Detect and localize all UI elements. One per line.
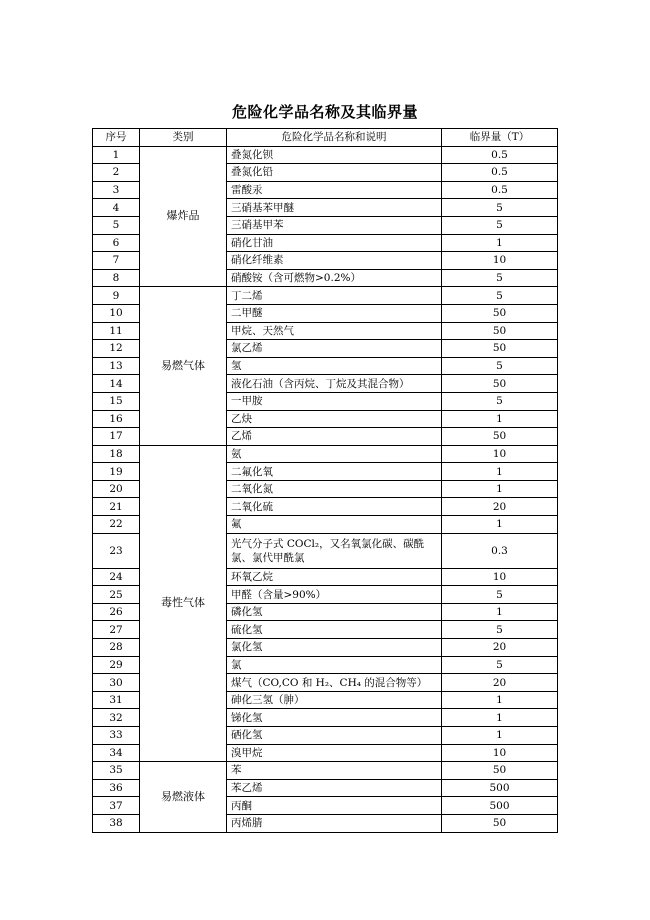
chemical-name: 叠氮化铅 xyxy=(227,164,442,182)
chemical-name: 锑化氢 xyxy=(227,709,442,727)
row-number: 21 xyxy=(93,498,140,516)
threshold-quantity: 20 xyxy=(442,674,558,692)
row-number: 6 xyxy=(93,234,140,252)
chemical-name: 二氧化硫 xyxy=(227,498,442,516)
threshold-quantity: 1 xyxy=(442,516,558,534)
threshold-quantity: 50 xyxy=(442,762,558,780)
chemical-name: 硫化氢 xyxy=(227,621,442,639)
chemical-name: 氟 xyxy=(227,516,442,534)
chemical-name: 三硝基苯甲醚 xyxy=(227,199,442,217)
row-number: 25 xyxy=(93,586,140,604)
row-number: 13 xyxy=(93,357,140,375)
row-number: 5 xyxy=(93,216,140,234)
category-cell: 易燃液体 xyxy=(140,762,227,832)
row-number: 10 xyxy=(93,304,140,322)
chemical-name: 氨 xyxy=(227,445,442,463)
chemical-name: 叠氮化钡 xyxy=(227,146,442,164)
chemical-name: 硝化纤维素 xyxy=(227,252,442,270)
row-number: 29 xyxy=(93,656,140,674)
chemical-name: 二甲醚 xyxy=(227,304,442,322)
threshold-quantity: 10 xyxy=(442,445,558,463)
chemical-name: 氯化氢 xyxy=(227,639,442,657)
threshold-quantity: 1 xyxy=(442,480,558,498)
chemical-name: 苯乙烯 xyxy=(227,779,442,797)
chemical-name: 二氧化氮 xyxy=(227,480,442,498)
category-cell: 毒性气体 xyxy=(140,445,227,762)
threshold-quantity: 1 xyxy=(442,709,558,727)
row-number: 35 xyxy=(93,762,140,780)
category-cell: 易燃气体 xyxy=(140,287,227,445)
threshold-quantity: 50 xyxy=(442,375,558,393)
header-chemical-name: 危险化学品名称和说明 xyxy=(227,129,442,147)
chemical-name: 氯乙烯 xyxy=(227,340,442,358)
chemical-name: 二氟化氧 xyxy=(227,463,442,481)
row-number: 16 xyxy=(93,410,140,428)
chemical-name: 乙炔 xyxy=(227,410,442,428)
threshold-quantity: 50 xyxy=(442,322,558,340)
chemical-name: 甲烷、天然气 xyxy=(227,322,442,340)
row-number: 33 xyxy=(93,727,140,745)
row-number: 3 xyxy=(93,181,140,199)
row-number: 23 xyxy=(93,533,140,568)
threshold-quantity: 50 xyxy=(442,428,558,446)
threshold-quantity: 5 xyxy=(442,621,558,639)
category-cell: 爆炸品 xyxy=(140,146,227,287)
threshold-quantity: 1 xyxy=(442,234,558,252)
row-number: 9 xyxy=(93,287,140,305)
row-number: 20 xyxy=(93,480,140,498)
threshold-quantity: 1 xyxy=(442,603,558,621)
row-number: 31 xyxy=(93,691,140,709)
row-number: 7 xyxy=(93,252,140,270)
chemical-name: 液化石油（含丙烷、丁烷及其混合物） xyxy=(227,375,442,393)
row-number: 14 xyxy=(93,375,140,393)
chemical-name: 乙烯 xyxy=(227,428,442,446)
row-number: 2 xyxy=(93,164,140,182)
threshold-quantity: 50 xyxy=(442,340,558,358)
row-number: 26 xyxy=(93,603,140,621)
row-number: 1 xyxy=(93,146,140,164)
chemical-name: 丙烯腈 xyxy=(227,814,442,832)
chemical-name: 磷化氢 xyxy=(227,603,442,621)
row-number: 22 xyxy=(93,516,140,534)
row-number: 15 xyxy=(93,392,140,410)
row-number: 4 xyxy=(93,199,140,217)
chemical-name: 甲醛（含量>90%） xyxy=(227,586,442,604)
chemical-name: 一甲胺 xyxy=(227,392,442,410)
threshold-quantity: 1 xyxy=(442,410,558,428)
chemical-name: 硒化氢 xyxy=(227,727,442,745)
threshold-quantity: 0.5 xyxy=(442,181,558,199)
row-number: 28 xyxy=(93,639,140,657)
table-row xyxy=(93,445,558,463)
page-title: 危险化学品名称及其临界量 xyxy=(231,103,418,121)
row-number: 8 xyxy=(93,269,140,287)
threshold-quantity: 5 xyxy=(442,199,558,217)
chemical-name: 硝酸铵（含可燃物>0.2%） xyxy=(227,269,442,287)
threshold-quantity: 5 xyxy=(442,216,558,234)
row-number: 19 xyxy=(93,463,140,481)
threshold-quantity: 5 xyxy=(442,392,558,410)
row-number: 11 xyxy=(93,322,140,340)
threshold-quantity: 0.3 xyxy=(442,533,558,568)
threshold-quantity: 5 xyxy=(442,269,558,287)
chemical-name: 氯 xyxy=(227,656,442,674)
threshold-quantity: 20 xyxy=(442,639,558,657)
row-number: 27 xyxy=(93,621,140,639)
threshold-quantity: 5 xyxy=(442,357,558,375)
chemicals-table xyxy=(92,128,558,833)
header-threshold: 临界量（T） xyxy=(442,129,558,147)
chemical-name: 氢 xyxy=(227,357,442,375)
row-number: 34 xyxy=(93,744,140,762)
row-number: 18 xyxy=(93,445,140,463)
row-number: 30 xyxy=(93,674,140,692)
threshold-quantity: 1 xyxy=(442,727,558,745)
chemical-name: 硝化甘油 xyxy=(227,234,442,252)
threshold-quantity: 0.5 xyxy=(442,164,558,182)
row-number: 12 xyxy=(93,340,140,358)
threshold-quantity: 50 xyxy=(442,304,558,322)
table-body xyxy=(93,146,558,832)
row-number: 37 xyxy=(93,797,140,815)
threshold-quantity: 50 xyxy=(442,814,558,832)
threshold-quantity: 10 xyxy=(442,252,558,270)
threshold-quantity: 1 xyxy=(442,463,558,481)
threshold-quantity: 5 xyxy=(442,656,558,674)
threshold-quantity: 20 xyxy=(442,498,558,516)
row-number: 32 xyxy=(93,709,140,727)
chemical-name: 丙酮 xyxy=(227,797,442,815)
chemical-name: 砷化三氢（胂） xyxy=(227,691,442,709)
chemical-name: 苯 xyxy=(227,762,442,780)
row-number: 38 xyxy=(93,814,140,832)
threshold-quantity: 500 xyxy=(442,797,558,815)
table-row xyxy=(93,762,558,780)
threshold-quantity: 10 xyxy=(442,568,558,586)
threshold-quantity: 10 xyxy=(442,744,558,762)
chemical-name: 煤气（CO,CO 和 H₂、CH₄ 的混合物等） xyxy=(227,674,442,692)
threshold-quantity: 5 xyxy=(442,586,558,604)
chemical-name: 三硝基甲苯 xyxy=(227,216,442,234)
header-number: 序号 xyxy=(93,129,140,147)
row-number: 24 xyxy=(93,568,140,586)
row-number: 36 xyxy=(93,779,140,797)
chemical-name: 丁二烯 xyxy=(227,287,442,305)
header-category: 类别 xyxy=(140,129,227,147)
chemical-name: 溴甲烷 xyxy=(227,744,442,762)
table-row xyxy=(93,287,558,305)
chemical-name: 光气分子式 COCl₂，又名氧氯化碳、碳酰氯、氯代甲酰氯 xyxy=(227,533,442,568)
table-row xyxy=(93,146,558,164)
threshold-quantity: 500 xyxy=(442,779,558,797)
chemical-name: 雷酸汞 xyxy=(227,181,442,199)
row-number: 17 xyxy=(93,428,140,446)
threshold-quantity: 0.5 xyxy=(442,146,558,164)
threshold-quantity: 1 xyxy=(442,691,558,709)
threshold-quantity: 5 xyxy=(442,287,558,305)
chemical-name: 环氧乙烷 xyxy=(227,568,442,586)
table-header-row xyxy=(93,129,558,147)
